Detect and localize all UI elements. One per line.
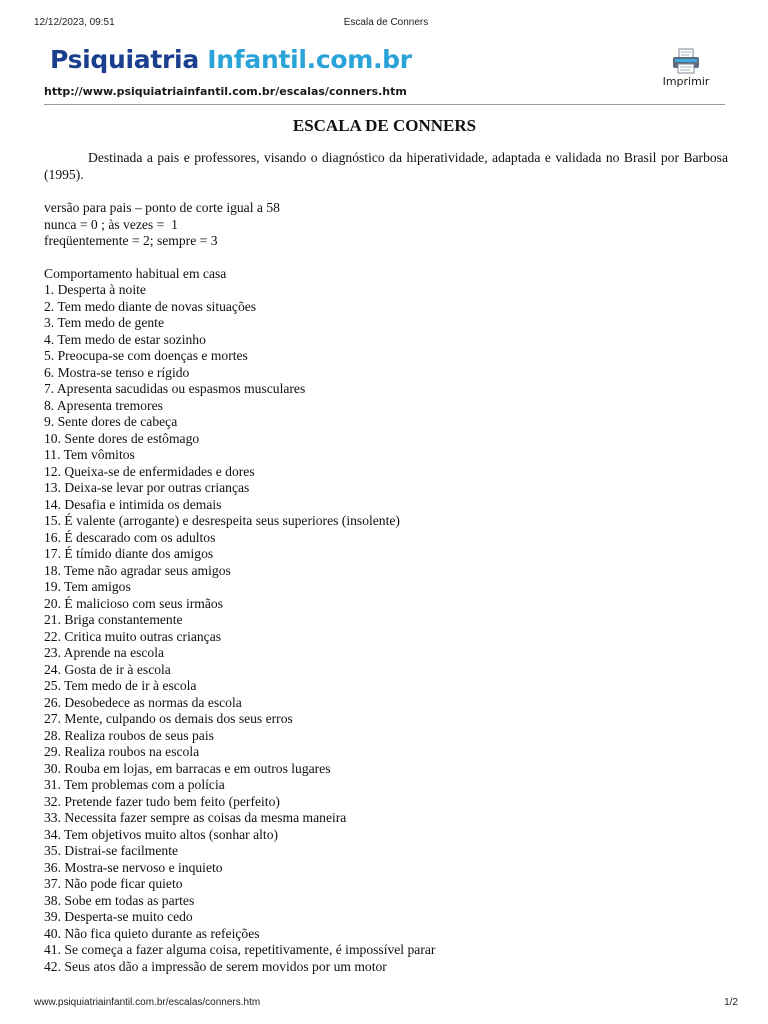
behavior-item: 17. É tímido diante dos amigos <box>44 546 214 561</box>
behavior-item: 34. Tem objetivos muito altos (sonhar alto) <box>44 826 279 842</box>
logo-text-infantil: Infantil.com.br <box>207 45 412 74</box>
behavior-item: 1. Desperta à noite <box>44 282 146 297</box>
behavior-item: 7. Apresenta sacudidas ou espasmos musculares <box>44 381 306 396</box>
behavior-item: 11. Tem vômitos <box>44 447 135 462</box>
behavior-item: 20. É malicioso com seus irmãos <box>44 595 223 611</box>
behavior-item: 12. Queixa-se de enfermidades e dores <box>44 463 255 479</box>
print-button[interactable] <box>652 48 720 90</box>
behavior-item: 15. É valente (arrogante) e desrespeita seus superiores (insolente) <box>44 513 400 528</box>
behavior-item: 23. Aprende na escola <box>44 645 165 660</box>
print-header <box>34 17 738 31</box>
behavior-item: 4. Tem medo de estar sozinho <box>44 331 206 347</box>
behavior-item: 27. Mente, culpando os demais dos seus erros <box>44 711 293 726</box>
behavior-item: 25. Tem medo de ir à escola <box>44 678 197 693</box>
scoring-block <box>44 200 728 250</box>
intro-paragraph: Destinada a pais e professores, visando o diagnóstico da hiperatividade, adaptada e validada no Brasil por Barbosa (1995). <box>44 150 728 182</box>
behavior-item: 32. Pretende fazer tudo bem feito (perfeito) <box>44 793 280 809</box>
behavior-item: 6. Mostra-se tenso e rígido <box>44 364 190 380</box>
behavior-item: 41. Se começa a fazer alguma coisa, repetitivamente, é impossível parar <box>44 942 436 957</box>
section-heading: Comportamento habitual em casa <box>44 265 227 281</box>
page-number: 1/2 <box>724 997 738 1008</box>
behavior-item: 31. Tem problemas com a polícia <box>44 777 225 792</box>
footer-url: www.psiquiatriainfantil.com.br/escalas/conners.htm <box>34 997 261 1008</box>
behavior-item: 24. Gosta de ir à escola <box>44 661 171 677</box>
behavior-item: 28. Realiza roubos de seus pais <box>44 727 214 743</box>
header-divider <box>44 104 725 105</box>
behavior-item: 22. Critica muito outras crianças <box>44 628 222 644</box>
behavior-item: 39. Desperta-se muito cedo <box>44 909 193 924</box>
scale-line-2 <box>44 233 728 250</box>
behavior-item: 13. Deixa-se levar por outras crianças <box>44 480 250 495</box>
version-line: versão para pais – ponto de corte igual a 58 <box>44 200 280 215</box>
behavior-item: 36. Mostra-se nervoso e inquieto <box>44 859 223 875</box>
behavior-item: 26. Desobedece as normas da escola <box>44 694 242 710</box>
behavior-item: 33. Necessita fazer sempre as coisas da mesma maneira <box>44 810 347 825</box>
behavior-section <box>44 266 728 976</box>
behavior-item: 37. Não pode ficar quieto <box>44 876 183 891</box>
site-url[interactable]: http://www.psiquiatriainfantil.com.br/escalas/conners.htm <box>44 85 407 98</box>
behavior-item: 19. Tem amigos <box>44 579 131 594</box>
behavior-item: 2. Tem medo diante de novas situações <box>44 298 257 314</box>
behavior-item: 14. Desafia e intimida os demais <box>44 496 222 512</box>
scale-nunca: nunca = 0 ; <box>44 216 105 232</box>
behavior-item-list <box>44 282 728 975</box>
print-document-title: Escala de Conners <box>343 17 429 28</box>
behavior-item: 18. Teme não agradar seus amigos <box>44 562 231 578</box>
behavior-item: 42. Seus atos dão a impressão de serem movidos por um motor <box>44 958 387 974</box>
scale-sempre: sempre = 3 <box>156 233 218 248</box>
behavior-item: 21. Briga constantemente <box>44 612 183 627</box>
behavior-item: 5. Preocupa-se com doenças e mortes <box>44 348 248 363</box>
print-datetime: 12/12/2023, 09:51 <box>34 17 115 28</box>
behavior-item: 3. Tem medo de gente <box>44 315 164 330</box>
behavior-item: 35. Distrai-se facilmente <box>44 843 178 858</box>
behavior-item: 40. Não fica quieto durante as refeições <box>44 925 260 941</box>
behavior-item: 30. Rouba em lojas, em barracas e em outros lugares <box>44 760 331 776</box>
print-footer <box>34 997 738 1011</box>
scale-line-1 <box>44 217 728 234</box>
scale-as-vezes: às vezes = 1 <box>108 216 178 232</box>
print-label: Imprimir <box>662 75 710 88</box>
behavior-item: 38. Sobe em todas as partes <box>44 892 195 908</box>
site-logo[interactable] <box>50 45 412 74</box>
behavior-item: 29. Realiza roubos na escola <box>44 744 200 759</box>
document-content <box>44 150 728 975</box>
scale-frequentemente: freqüentemente = 2; <box>44 233 154 248</box>
logo-text-psiquiatria: Psiquiatria <box>50 45 199 74</box>
page-title: ESCALA DE CONNERS <box>292 116 477 135</box>
behavior-item: 10. Sente dores de estômago <box>44 430 200 446</box>
printer-icon <box>671 48 701 74</box>
behavior-item: 16. É descarado com os adultos <box>44 529 216 545</box>
behavior-item: 9. Sente dores de cabeça <box>44 414 178 429</box>
behavior-item: 8. Apresenta tremores <box>44 397 163 413</box>
